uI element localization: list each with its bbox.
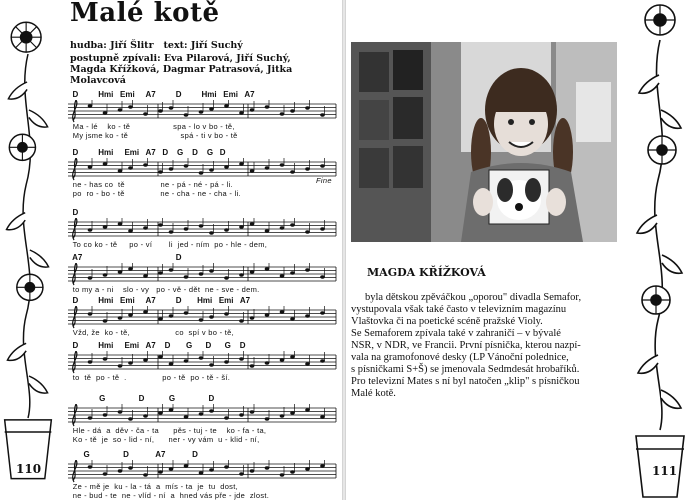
note-head <box>103 162 108 165</box>
lyrics-line: to my a - ni slo - vy po - vě - dět ne - sve - dem. <box>68 285 260 294</box>
note-head <box>280 112 285 115</box>
note-head <box>280 274 285 277</box>
singers-line: postupně zpívali: Eva Pilarová, Jiří Suchý, <box>70 53 291 64</box>
lyrics-line: Hle - dá a děv - ča - ta pěs - tuj - te ko - fa - ta, <box>68 426 267 435</box>
note-head <box>128 313 133 316</box>
text-author: Jiří Suchý <box>190 40 243 51</box>
note-head <box>143 473 148 476</box>
note-head <box>265 229 270 232</box>
note-head <box>320 113 325 116</box>
note-head <box>209 107 214 110</box>
note-head <box>209 363 214 366</box>
biography-line: Vlaštovka či na poetické scéně pražské Violy. <box>351 316 543 327</box>
note-head <box>88 228 93 231</box>
photo-magda-krizkova <box>351 42 617 242</box>
note-head <box>320 464 325 467</box>
music-label: hudba: <box>70 40 107 51</box>
note-head <box>158 411 163 414</box>
note-head <box>118 108 123 111</box>
page-number-right: 111 <box>652 464 678 478</box>
note-head <box>239 162 244 165</box>
note-head <box>199 356 204 359</box>
note-head <box>305 362 310 365</box>
note-head <box>305 167 310 170</box>
lyrics-line: Vžd, že ko - tě, co spí v bo - tě, <box>68 328 235 337</box>
note-head <box>128 105 133 108</box>
note-head <box>209 409 214 412</box>
music-author: Jiří Šlitr <box>110 40 154 51</box>
note-head <box>305 467 310 470</box>
note-head <box>128 267 133 270</box>
note-head <box>224 465 229 468</box>
subheading-name: MAGDA KŘÍŽKOVÁ <box>367 266 486 279</box>
lyrics-line: Ma - lé ko - tě spa - lo v bo - tě, <box>68 122 235 131</box>
note-head <box>118 469 123 472</box>
note-head <box>290 355 295 358</box>
note-head <box>209 468 214 471</box>
note-head <box>305 268 310 271</box>
note-head <box>128 229 133 232</box>
note-head <box>103 472 108 475</box>
note-head <box>305 408 310 411</box>
note-head <box>169 230 174 233</box>
note-head <box>184 415 189 418</box>
note-head <box>88 312 93 315</box>
note-head <box>88 360 93 363</box>
lyrics-line: ne - bud - te ne - vlíd - ní a hned vás pře - jde zlost. <box>68 491 270 500</box>
note-head <box>320 164 325 167</box>
note-head <box>199 412 204 415</box>
lyrics-line: Ko - tě je so - lid - ní, ner - vy vám u - klid - ní, <box>68 435 260 444</box>
lyrics-line: To co ko - tě po - ví li jed - ním po - hle - dem, <box>68 240 268 249</box>
note-head <box>143 112 148 115</box>
biography-line: NSR, v NDR, ve Francii. První písnička, kterou nazpí- <box>351 340 581 351</box>
music-staff <box>68 394 338 444</box>
note-head <box>265 466 270 469</box>
note-head <box>265 166 270 169</box>
note-head <box>103 273 108 276</box>
music-staff <box>68 90 338 140</box>
note-head <box>224 228 229 231</box>
lyrics-line: to tě po - tě . po - tě po - tě - ší. <box>68 373 231 382</box>
note-head <box>88 416 93 419</box>
note-head <box>239 357 244 360</box>
chord-symbols: G D A7 D <box>68 450 198 459</box>
note-head <box>128 166 133 169</box>
singers-line: Magda Křížková, Dagmar Patrasová, Jitka <box>70 64 293 75</box>
note-head <box>290 411 295 414</box>
note-head <box>239 319 244 322</box>
biography-line: vala na gramofonové desky (LP Vánoční polednice, <box>351 352 569 363</box>
note-head <box>128 466 133 469</box>
note-head <box>250 364 255 367</box>
note-head <box>184 311 189 314</box>
note-head <box>143 226 148 229</box>
note-head <box>250 316 255 319</box>
biography-line: vystupovala však také často v televizním magazínu <box>351 304 567 315</box>
note-head <box>169 467 174 470</box>
note-head <box>250 169 255 172</box>
note-head <box>88 104 93 107</box>
note-head <box>290 271 295 274</box>
note-head <box>239 413 244 416</box>
lyrics-line: My jsme ko - tě spá - ti v bo - tě <box>68 131 238 140</box>
note-head <box>224 312 229 315</box>
note-head <box>118 364 123 367</box>
note-head <box>290 223 295 226</box>
note-head <box>158 271 163 274</box>
biography-text <box>351 292 631 400</box>
note-head <box>128 361 133 364</box>
note-head <box>143 163 148 166</box>
note-head <box>265 267 270 270</box>
note-head <box>280 226 285 229</box>
chord-symbols: D Hmi Emi A7 D Hmi Emi A7 <box>68 296 251 305</box>
note-head <box>209 168 214 171</box>
note-head <box>209 315 214 318</box>
note-head <box>169 314 174 317</box>
note-head <box>265 105 270 108</box>
note-head <box>239 225 244 228</box>
note-head <box>280 310 285 313</box>
note-head <box>280 414 285 417</box>
note-head <box>158 170 163 173</box>
note-head <box>199 272 204 275</box>
note-head <box>250 469 255 472</box>
note-head <box>290 470 295 473</box>
lyrics-line: po ro - bo - tě ne - cha - ne - cha - li. <box>68 189 241 198</box>
note-head <box>320 359 325 362</box>
note-head <box>320 275 325 278</box>
note-head <box>199 471 204 474</box>
lyrics-line: ne - has co tě ne - pá - né - pá - li. <box>68 180 233 189</box>
note-head <box>305 314 310 317</box>
music-staff <box>68 148 338 198</box>
note-head <box>118 270 123 273</box>
flower-vine-right-icon <box>632 0 688 500</box>
note-head <box>118 410 123 413</box>
note-head <box>184 164 189 167</box>
note-head <box>290 109 295 112</box>
biography-line: Se Semaforem zpívala také v zahraničí – v bývalé <box>351 328 561 339</box>
note-head <box>143 414 148 417</box>
text-label: text: <box>163 40 188 51</box>
note-head <box>103 319 108 322</box>
note-head <box>265 313 270 316</box>
note-head <box>169 167 174 170</box>
note-head <box>103 225 108 228</box>
note-head <box>103 413 108 416</box>
note-head <box>158 470 163 473</box>
note-head <box>239 273 244 276</box>
note-head <box>224 416 229 419</box>
note-head <box>265 361 270 364</box>
note-head <box>239 111 244 114</box>
note-head <box>184 359 189 362</box>
note-head <box>280 163 285 166</box>
note-head <box>250 270 255 273</box>
book-gutter <box>342 0 346 500</box>
note-head <box>250 410 255 413</box>
note-head <box>239 472 244 475</box>
lyrics-line: Ze - mě je ku - la - tá a mís - ta je tu dost, <box>68 482 238 491</box>
note-head <box>199 224 204 227</box>
note-head <box>280 473 285 476</box>
note-head <box>143 274 148 277</box>
note-head <box>88 165 93 168</box>
note-head <box>184 227 189 230</box>
note-head <box>224 360 229 363</box>
note-head <box>118 169 123 172</box>
credits-singers <box>70 53 292 86</box>
note-head <box>158 317 163 320</box>
chord-symbols: D Hmi Emi A7 D G D G D <box>68 148 226 157</box>
note-head <box>143 310 148 313</box>
music-staff <box>68 296 338 337</box>
music-staff <box>68 253 338 294</box>
chord-symbols: D Hmi Emi A7 D Hmi Emi A7 <box>68 90 255 99</box>
note-head <box>158 109 163 112</box>
fine-marker: Fine <box>316 176 332 185</box>
note-head <box>320 311 325 314</box>
biography-line: byla dětskou zpěváčkou „oporou" divadla Semafor, <box>365 292 582 303</box>
note-head <box>103 111 108 114</box>
note-head <box>158 223 163 226</box>
note-head <box>320 415 325 418</box>
note-head <box>88 465 93 468</box>
note-head <box>169 408 174 411</box>
note-head <box>88 276 93 279</box>
note-head <box>224 276 229 279</box>
note-head <box>169 106 174 109</box>
note-head <box>199 110 204 113</box>
note-head <box>320 227 325 230</box>
biography-line: Pro televizní Mates s ní byl natočen „klip" s písničkou <box>351 376 580 387</box>
note-head <box>280 358 285 361</box>
note-head <box>224 104 229 107</box>
page-number-left: 110 <box>16 462 42 476</box>
flower-vine-left-icon <box>0 0 56 500</box>
note-head <box>199 318 204 321</box>
note-head <box>290 317 295 320</box>
note-head <box>209 231 214 234</box>
note-head <box>199 171 204 174</box>
note-head <box>158 355 163 358</box>
note-head <box>143 358 148 361</box>
note-head <box>184 464 189 467</box>
chord-symbols: G D G D <box>68 394 215 403</box>
note-head <box>118 316 123 319</box>
note-head <box>118 222 123 225</box>
note-head <box>305 106 310 109</box>
note-head <box>103 357 108 360</box>
note-head <box>169 362 174 365</box>
note-head <box>224 165 229 168</box>
note-head <box>290 170 295 173</box>
note-head <box>184 275 189 278</box>
music-staff <box>68 341 338 382</box>
note-head <box>209 269 214 272</box>
chord-symbols: A7 D <box>68 253 182 262</box>
note-head <box>250 222 255 225</box>
note-head <box>184 113 189 116</box>
chord-symbols: D <box>68 208 79 217</box>
singers-line: Molavcová <box>70 75 126 86</box>
note-head <box>128 417 133 420</box>
music-staff <box>68 208 338 249</box>
credits-authors <box>70 40 243 51</box>
note-head <box>305 230 310 233</box>
chord-symbols: D Hmi Emi A7 D G D G D <box>68 341 246 350</box>
song-title: Malé kotě <box>70 0 220 28</box>
note-head <box>250 108 255 111</box>
biography-line: s písničkami S+Š) se jmenovala Sedmdesát hrobaříků. <box>351 364 580 375</box>
music-staff <box>68 450 338 500</box>
biography-line: Malé kotě. <box>351 388 396 399</box>
note-head <box>169 268 174 271</box>
note-head <box>265 417 270 420</box>
